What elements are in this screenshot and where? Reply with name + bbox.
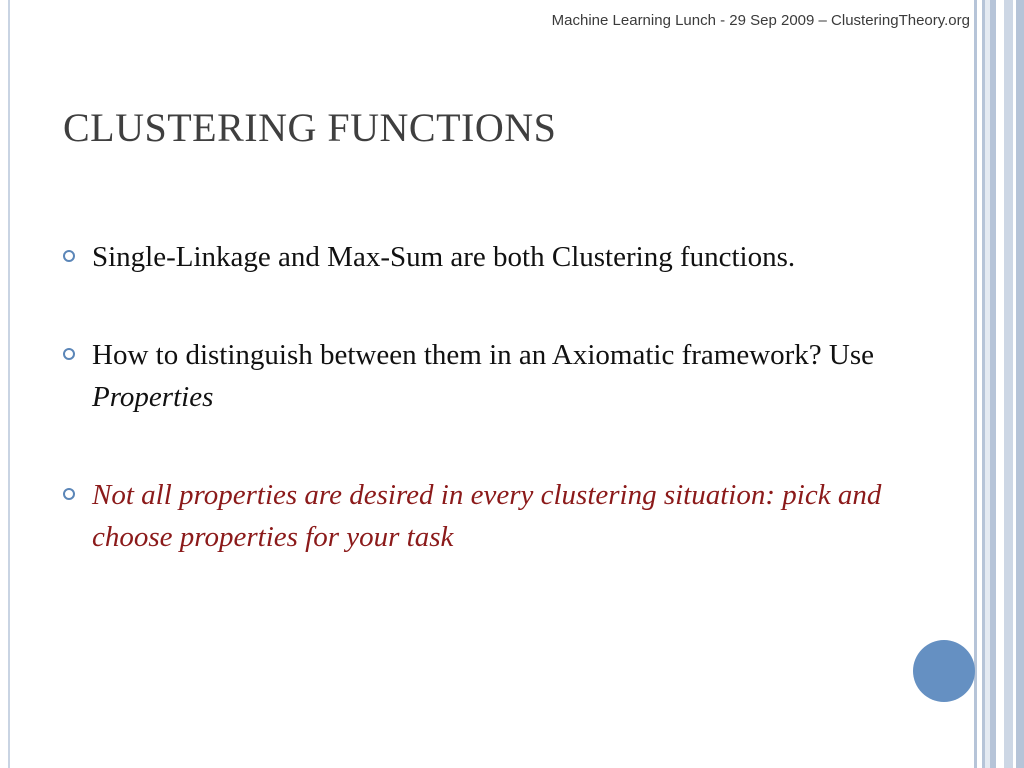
stripe <box>1016 0 1024 768</box>
left-border-line <box>8 0 10 768</box>
bullet-marker-icon <box>63 348 75 360</box>
bullet-list <box>63 236 893 614</box>
bullet-text: Single-Linkage and Max-Sum are both Clustering functions. <box>92 241 796 273</box>
bullet-emphasis: Properties <box>92 381 214 413</box>
bullet-marker-icon <box>63 488 75 500</box>
bullet-marker-icon <box>63 250 75 262</box>
bullet-item-highlight <box>63 474 893 558</box>
bullet-text: How to distinguish between them in an Axiomatic framework? Use <box>92 339 875 371</box>
stripe <box>996 0 1004 768</box>
stripe <box>1004 0 1013 768</box>
slide-footer: Machine Learning Lunch - 29 Sep 2009 – ClusteringTheory.org <box>551 12 970 29</box>
decorative-circle-icon <box>913 640 975 702</box>
right-decorative-stripes <box>974 0 1024 768</box>
bullet-item <box>63 236 893 278</box>
slide-title: CLUSTERING FUNCTIONS <box>63 105 557 150</box>
bullet-text: Not all properties are desired in every clustering situation: pick and choose properties for your task <box>92 479 882 553</box>
bullet-item <box>63 334 893 418</box>
